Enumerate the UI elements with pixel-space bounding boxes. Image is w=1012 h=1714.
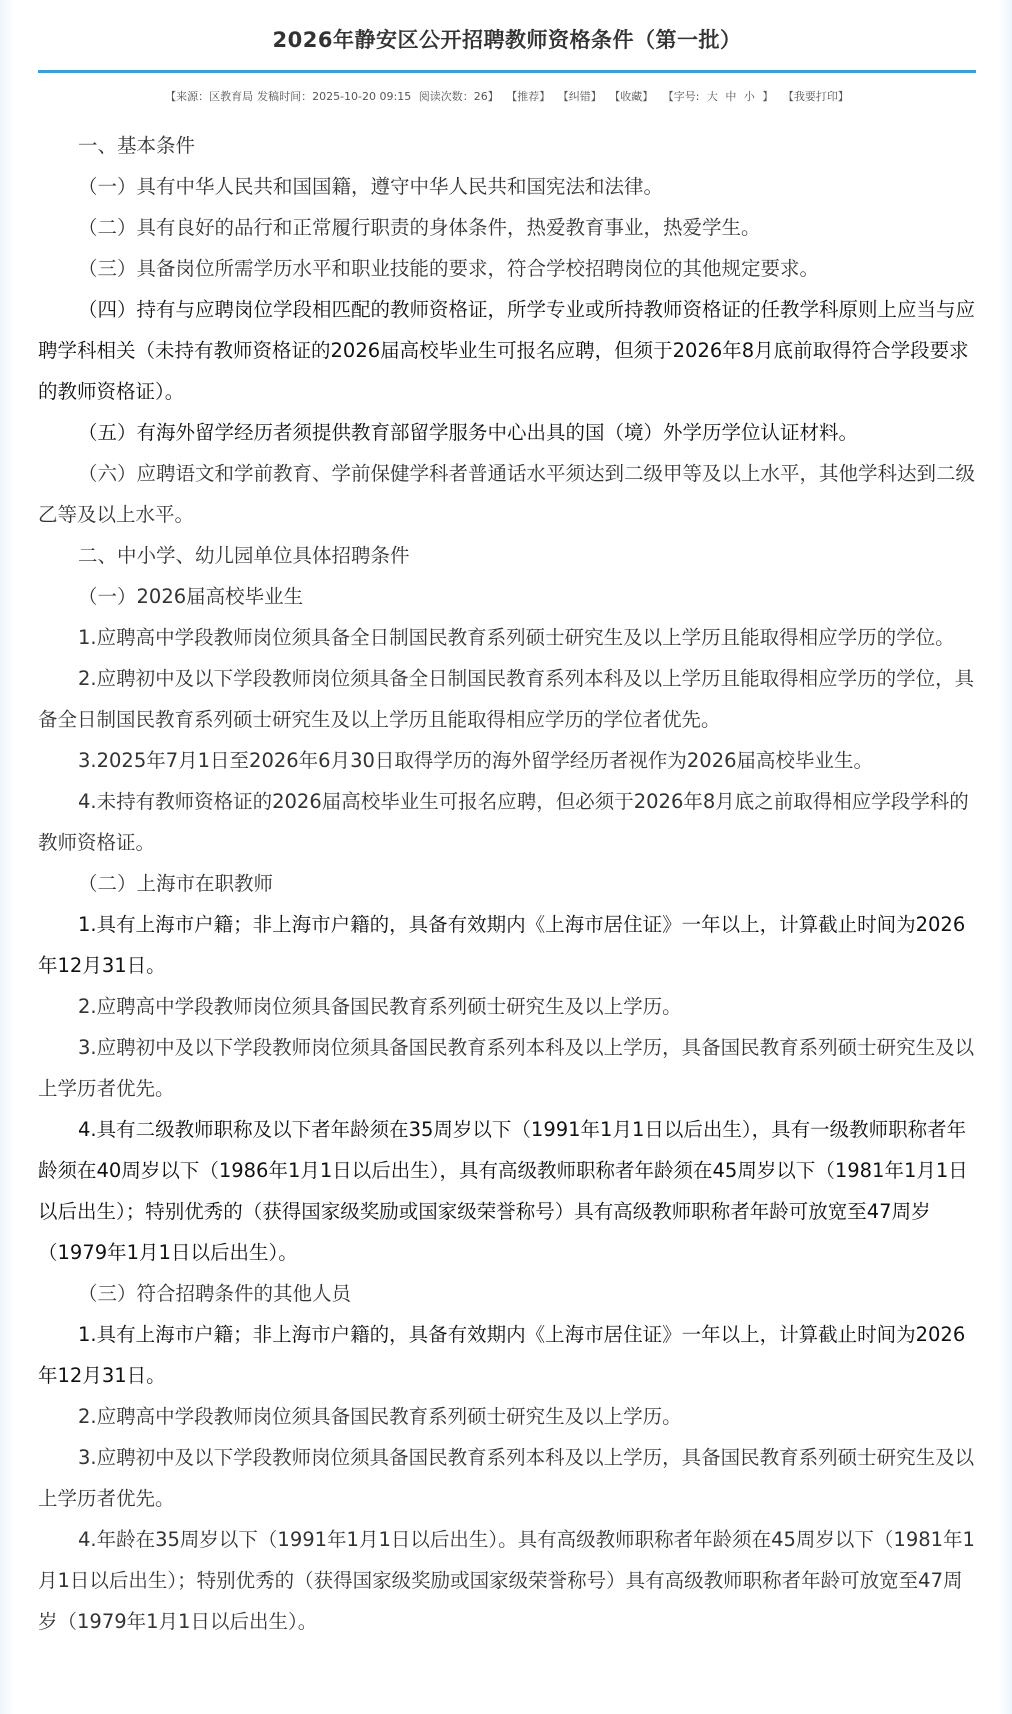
article-container bbox=[38, 0, 976, 1642]
article-paragraph: （三）具备岗位所需学历水平和职业技能的要求，符合学校招聘岗位的其他规定要求。 bbox=[78, 257, 820, 280]
article-paragraph: （五）有海外留学经历者须提供教育部留学服务中心出具的国（境）外学历学位认证材料。 bbox=[78, 421, 859, 444]
recommend-link[interactable]: 【推荐】 bbox=[506, 90, 551, 103]
font-size-medium-link[interactable]: 中 bbox=[725, 90, 737, 103]
title-divider bbox=[38, 70, 976, 73]
article-paragraph: （六）应聘语文和学前教育、学前保健学科者普通话水平须达到二级甲等及以上水平，其他学科达到二级乙等及以上水平。 bbox=[38, 462, 976, 526]
article-paragraph: （四）持有与应聘岗位学段相匹配的教师资格证，所学专业或所持教师资格证的任教学科原则上应当与应聘学科相关（未持有教师资格证的2026届高校毕业生可报名应聘，但须于2026年8月底前取得符合学段要求的教师资格证）。 bbox=[38, 298, 976, 403]
article-paragraph: 4.具有二级教师职称及以下者年龄须在35周岁以下（1991年1月1日以后出生），具有一级教师职称者年龄须在40周岁以下（1986年1月1日以后出生），具有高级教师职称者年龄须在45周岁以下（1981年1月1日以后出生）；特别优秀的（获得国家级奖励或国家级荣誉称号）具有高级教师职称者年龄可放宽至47周岁（1979年1月1日以后出生）。 bbox=[38, 1118, 968, 1264]
font-size-label: 【字号: bbox=[662, 90, 700, 103]
article-paragraph: 3.2025年7月1日至2026年6月30日取得学历的海外留学经历者视作为2026届高校毕业生。 bbox=[78, 749, 874, 772]
article-title: 2026年静安区公开招聘教师资格条件（第一批） bbox=[272, 28, 742, 52]
favorite-link[interactable]: 【收藏】 bbox=[609, 90, 654, 103]
page-side-shade-right bbox=[998, 0, 1012, 1714]
meta-publish-time: 发稿时间：2025-10-20 09:15 bbox=[257, 90, 412, 103]
article-paragraph: （二）具有良好的品行和正常履行职责的身体条件，热爱教育事业，热爱学生。 bbox=[78, 216, 761, 239]
subsection-heading: （三）符合招聘条件的其他人员 bbox=[78, 1282, 352, 1305]
page-side-shade-left bbox=[0, 0, 14, 1714]
subsection-heading: （二）上海市在职教师 bbox=[78, 872, 274, 895]
article-paragraph: 4.未持有教师资格证的2026届高校毕业生可报名应聘，但必须于2026年8月底之前取得相应学段学科的教师资格证。 bbox=[38, 790, 969, 854]
article-paragraph: 1.具有上海市户籍；非上海市户籍的，具备有效期内《上海市居住证》一年以上，计算截止时间为2026年12月31日。 bbox=[38, 1323, 966, 1387]
article-paragraph: 2.应聘高中学段教师岗位须具备国民教育系列硕士研究生及以上学历。 bbox=[78, 995, 682, 1018]
section-heading: 一、基本条件 bbox=[78, 134, 196, 157]
print-link[interactable]: 【我要打印】 bbox=[782, 90, 849, 103]
article-meta-bar bbox=[38, 87, 976, 107]
subsection-heading: （一）2026届高校毕业生 bbox=[78, 585, 304, 608]
font-size-small-link[interactable]: 小 bbox=[743, 90, 755, 103]
article-paragraph: 3.应聘初中及以下学段教师岗位须具备国民教育系列本科及以上学历，具备国民教育系列硕士研究生及以上学历者优先。 bbox=[38, 1036, 975, 1100]
font-size-control bbox=[661, 90, 776, 103]
article-paragraph: 2.应聘高中学段教师岗位须具备国民教育系列硕士研究生及以上学历。 bbox=[78, 1405, 682, 1428]
meta-source: 【来源：区教育局 bbox=[165, 90, 254, 103]
article-paragraph: （一）具有中华人民共和国国籍，遵守中华人民共和国宪法和法律。 bbox=[78, 175, 664, 198]
section-heading: 二、中小学、幼儿园单位具体招聘条件 bbox=[78, 544, 410, 567]
article-paragraph: 1.具有上海市户籍；非上海市户籍的，具备有效期内《上海市居住证》一年以上，计算截止时间为2026年12月31日。 bbox=[38, 913, 966, 977]
font-size-suffix: 】 bbox=[762, 90, 774, 103]
article-paragraph: 3.应聘初中及以下学段教师岗位须具备国民教育系列本科及以上学历，具备国民教育系列硕士研究生及以上学历者优先。 bbox=[38, 1446, 975, 1510]
correct-error-link[interactable]: 【纠错】 bbox=[557, 90, 602, 103]
article-body bbox=[38, 125, 976, 1642]
article-paragraph: 1.应聘高中学段教师岗位须具备全日制国民教育系列硕士研究生及以上学历且能取得相应学历的学位。 bbox=[78, 626, 955, 649]
article-paragraph: 2.应聘初中及以下学段教师岗位须具备全日制国民教育系列本科及以上学历且能取得相应学历的学位，具备全日制国民教育系列硕士研究生及以上学历且能取得相应学历的学位者优先。 bbox=[38, 667, 975, 731]
font-size-large-link[interactable]: 大 bbox=[706, 90, 718, 103]
article-paragraph: 4.年龄在35周岁以下（1991年1月1日以后出生）。具有高级教师职称者年龄须在45周岁以下（1981年1月1日以后出生）；特别优秀的（获得国家级奖励或国家级荣誉称号）具有高级教师职称者年龄可放宽至47周岁（1979年1月1日以后出生）。 bbox=[38, 1528, 975, 1633]
meta-views: 阅读次数：26】 bbox=[418, 90, 499, 103]
